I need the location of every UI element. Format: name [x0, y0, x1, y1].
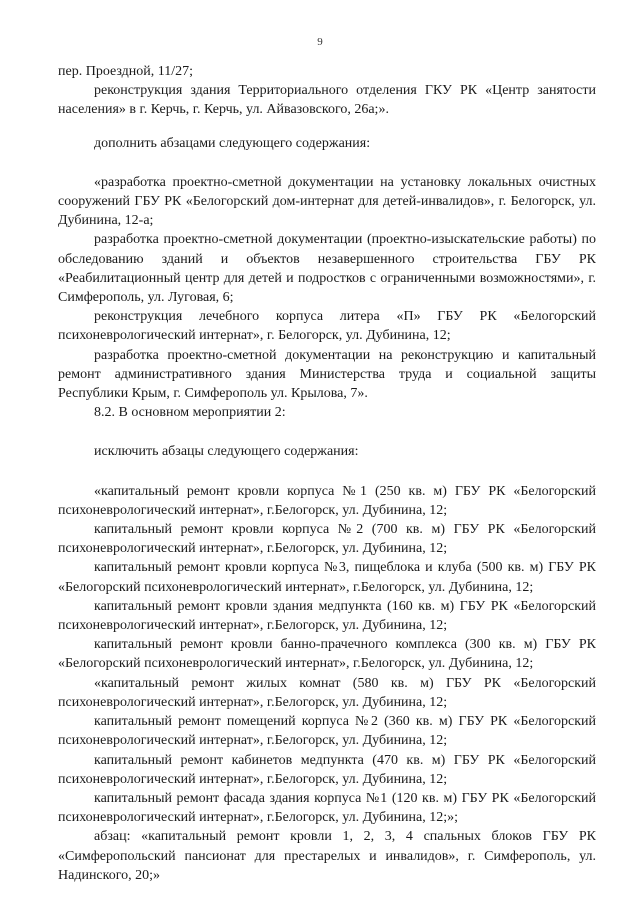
paragraph: капитальный ремонт кабинетов медпункта (470 кв. м) ГБУ РК «Белогорский психоневрологический интернат», г.Белогорск, ул. Дубинина, 12; [58, 752, 596, 787]
paragraph: разработка проектно-сметной документации на реконструкцию и капитальный ремонт административного здания Министерства труда и социальной защиты Республики Крым, г. Симферополь ул. Крылова, 7». [58, 347, 596, 402]
paragraph: капитальный ремонт фасада здания корпуса №1 (120 кв. м) ГБУ РК «Белогорский психоневрологический интернат», г.Белогорск, ул. Дубинина, 12;»; [58, 790, 596, 826]
paragraph: «капитальный ремонт кровли корпуса №1 (250 кв. м) ГБУ РК «Белогорский психоневрологический интернат», г.Белогорск, ул. Дубинина, 12; [58, 483, 596, 518]
paragraph: пер. Проездной, 11/27; [58, 64, 194, 79]
paragraph: абзац: «капитальный ремонт кровли 1, 2, 3, 4 спальных блоков ГБУ РК «Симферопольский пансионат для престарелых и инвалидов», г. Симферополь, ул. Надинского, 20;» [58, 829, 596, 883]
paragraph: капитальный ремонт помещений корпуса №2 (360 кв. м) ГБУ РК «Белогорский психоневрологический интернат», г.Белогорск, ул. Дубинина, 12; [58, 714, 596, 749]
document-body [58, 62, 596, 885]
paragraph: капитальный ремонт кровли корпуса №3, пищеблока и клуба (500 кв. м) ГБУ РК «Белогорский психоневрологический интернат», г.Белогорск, ул. Дубинина, 12; [58, 560, 596, 595]
paragraph: реконструкция здания Территориального отделения ГКУ РК «Центр занятости населения» в г. Керчь, г. Керчь, ул. Айвазовского, 26а;». [58, 83, 596, 118]
paragraph: капитальный ремонт кровли корпуса №2 (700 кв. м) ГБУ РК «Белогорский психоневрологический интернат», г.Белогорск, ул. Дубинина, 12; [58, 522, 596, 557]
paragraph: «капитальный ремонт жилых комнат (580 кв. м) ГБУ РК «Белогорский психоневрологический интернат», г.Белогорск, ул. Дубинина, 12; [58, 675, 596, 710]
paragraph: разработка проектно-сметной документации (проектно-изыскательские работы) по обследованию зданий и объектов незавершенного строительства ГБУ РК «Реабилитационный центр для детей и подростков с ограниченными возможностями», г. Симферополь, ул. Луговая, 6; [58, 232, 596, 306]
paragraph: капитальный ремонт кровли банно-прачечного комплекса (300 кв. м) ГБУ РК «Белогорский психоневрологический интернат», г.Белогорск, ул. Дубинина, 12; [58, 637, 596, 672]
paragraph: реконструкция лечебного корпуса литера «П» ГБУ РК «Белогорский психоневрологический интернат», г. Белогорск, ул. Дубинина, 12; [58, 309, 596, 344]
paragraph: исключить абзацы следующего содержания: [94, 444, 359, 460]
paragraph: «разработка проектно-сметной документации на установку локальных очистных сооружений ГБУ РК «Белогорский дом-интернат для детей-инвалидов», г. Белогорск, ул. Дубинина, 12-а; [58, 174, 596, 229]
page-number: 9 [317, 36, 323, 48]
paragraph: капитальный ремонт кровли здания медпункта (160 кв. м) ГБУ РК «Белогорский психоневрологический интернат», г.Белогорск, ул. Дубинина, 12; [58, 598, 596, 634]
paragraph: 8.2. В основном мероприятии 2: [94, 405, 286, 421]
paragraph: дополнить абзацами следующего содержания: [94, 135, 371, 151]
